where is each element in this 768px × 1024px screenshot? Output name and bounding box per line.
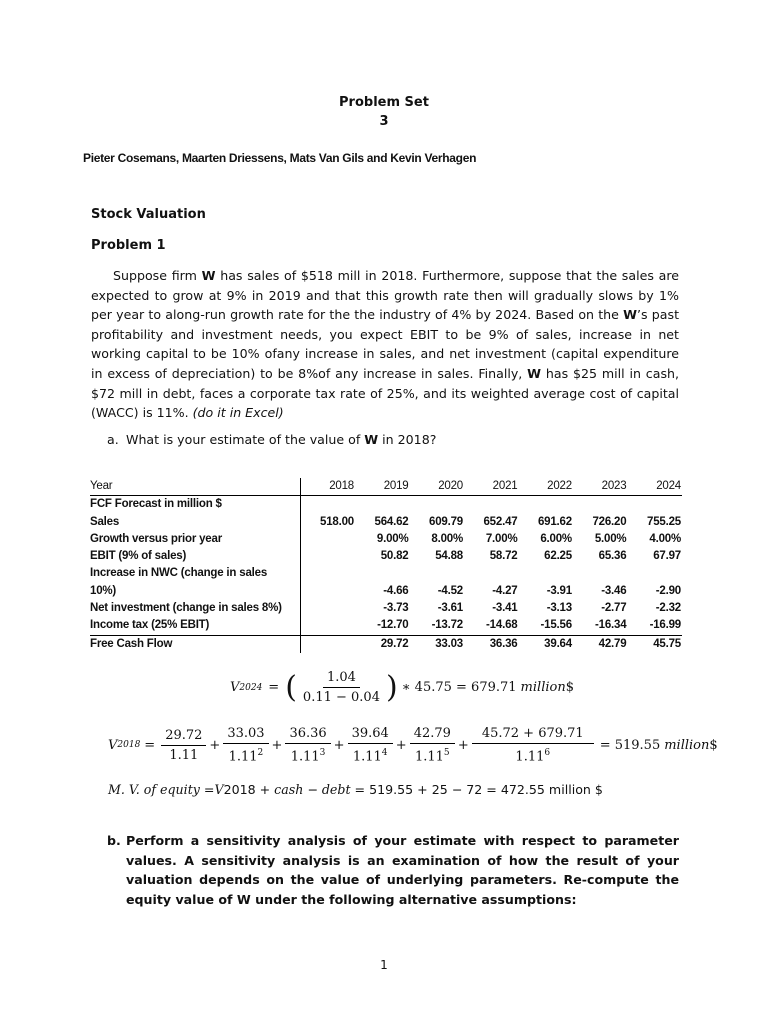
row-label: Net investment (change in sales 8%) [90,600,300,617]
table-cell: 45.75 [627,635,682,653]
table-cell: -3.73 [383,602,409,615]
year-header: 2020 [410,478,464,496]
problem-paragraph: Suppose firm W has sales of $518 mill in 2018. Furthermore, suppose that the sales are expected to grow at 9% in 2019 and that this growth rate then will gradually slows by 1% per year to along-run growth rate for the the industry of 4% by 2024. Based on the W’s past profitability and investment needs, you expect EBIT to be 9% of sales, increase in net working capital to be 10% ofany increase in sales, and net investment (capital expenditure in excess of depreciation) to be 8%of any increase in sales. Finally, W has $25 mill in cash, $72 mill in debt, faces a corporate tax rate of 25%, and its weighted average cost of capital (WACC) is 11%. (do it in Excel) [91,268,680,421]
firm-name: W [364,432,379,447]
table-cell [300,496,355,514]
problem-set-title: Problem Set [339,95,429,110]
table-cell: -3.13 [546,602,572,615]
table-cell: 65.36 [598,550,627,563]
discount-term: $\frac{33.03}{1.11^2}$ [223,726,268,764]
problem-heading: Problem 1 [91,238,166,253]
table-cell: -2.32 [655,602,681,615]
table-cell: 67.97 [653,550,681,563]
table-cell: 36.36 [464,635,518,653]
table-cell: -2.77 [601,602,627,615]
table-cell: -4.27 [492,584,518,597]
table-cell: 62.25 [544,550,572,563]
table-cell: 8.00% [431,532,463,545]
table-cell: -13.72 [431,619,463,632]
table-cell [410,565,464,582]
table-cell: 518.00 [320,515,355,528]
table-cell: 58.72 [489,550,518,563]
table-cell [355,565,409,582]
discount-term: $\frac{45.72 + 679.71}{1.11^6}$ [472,726,594,764]
row-label: FCF Forecast in million $ [90,496,300,514]
table-cell [518,496,572,514]
table-cell: -3.41 [492,602,518,615]
table-cell [573,496,627,514]
table-cell: -16.99 [649,619,681,632]
header-label: Year [90,478,300,496]
row-label: Sales [90,514,300,531]
table-cell [464,496,518,514]
year-header: 2024 [627,478,682,496]
discount-term: $\frac{39.64}{1.11^4}$ [348,726,393,764]
table-cell: 42.79 [573,635,627,653]
terminal-value-equation: V 2024 = ( $\frac{1.04}{0.11 - 0.04}$ ) ∗ 45.75 = 679.71 million $ [230,669,574,705]
firm-name: W [623,307,638,323]
table-cell [300,583,355,600]
table-cell: -14.68 [486,619,518,632]
table-cell: 54.88 [435,550,463,563]
discount-term: $\frac{36.36}{1.11^3}$ [285,726,330,764]
page-number: 1 [380,958,388,972]
table-cell: 6.00% [540,532,572,545]
table-row [90,531,682,548]
row-label: Income tax (25% EBIT) [90,617,300,635]
present-value-equation: V 2018 = $\frac{29.72}{1.11}$ + $\frac{33.03}{1.11^2}$ + $\frac{36.36}{1.11^3}$ + $\frac{39.64}{1.11^4}$ + $\frac{42.79}{1.11^5}$ + $\frac{45.72 + 679.71}{1.11^6}$ = 519.55 million $ [108,726,718,765]
question-a-label: a. [107,432,119,447]
authors-line: Pieter Cosemans, Maarten Driessens, Mats Van Gils and Kevin Verhagen [83,151,477,165]
table-cell [300,635,355,653]
table-cell [627,496,682,514]
table-row [90,548,682,565]
table-cell: 50.82 [380,550,409,563]
discount-term: $\frac{29.72}{1.11}$ [161,728,206,763]
discount-term: $\frac{42.79}{1.11^5}$ [410,726,455,764]
table-row [90,600,682,617]
table-cell: -4.66 [383,584,409,597]
table-cell [300,548,355,565]
table-row [90,514,682,531]
row-label: EBIT (9% of sales) [90,548,300,565]
table-cell [518,565,572,582]
excel-note: (do it in Excel) [192,405,284,421]
table-cell [627,565,682,582]
section-heading: Stock Valuation [91,207,206,222]
table-cell: 9.00% [376,532,409,545]
table-cell: -16.34 [595,619,627,632]
table-cell [410,496,464,514]
table-row [90,583,682,600]
table-row [90,617,682,635]
year-header: 2018 [300,478,355,496]
market-value-equity: M. V. of equity =V2018 + cash − debt = 519.55 + 25 − 72 = 472.55 million $ [108,782,603,797]
table-cell: -4.52 [437,584,463,597]
year-header: 2023 [573,478,627,496]
table-cell [300,531,355,548]
row-label: Growth versus prior year [90,531,300,548]
table-cell [464,565,518,582]
table-cell: -15.56 [540,619,572,632]
table-cell [355,496,409,514]
free-cash-flow-row [90,635,682,653]
table-cell: -2.90 [655,584,681,597]
firm-name: W [527,365,542,381]
table-cell: 4.00% [649,532,681,545]
table-cell: 33.03 [410,635,464,653]
problem-set-number: 3 [379,114,389,129]
fcf-table [90,478,682,653]
table-cell: -3.91 [546,584,572,597]
growth-fraction: $\frac{1.04}{0.11 - 0.04}$ [302,670,380,705]
year-header: 2022 [518,478,572,496]
firm-name: W [236,891,251,907]
table-header-row [90,478,682,496]
table-cell: -3.61 [437,602,463,615]
year-header: 2019 [355,478,409,496]
firm-name: W [201,268,216,283]
table-cell: 691.62 [537,515,572,528]
table-cell: 755.25 [647,515,681,528]
table-row [90,496,682,514]
table-row [90,565,682,582]
row-label: Increase in NWC (change in sales [90,565,300,582]
table-cell: 7.00% [485,532,518,545]
table-cell [573,565,627,582]
table-cell: 564.62 [374,515,409,528]
row-label: 10%) [90,583,300,600]
table-cell: -3.46 [601,584,627,597]
table-cell [300,600,355,617]
question-b-label: b. [107,833,121,848]
table-cell: 5.00% [594,532,627,545]
table-cell: 652.47 [483,515,518,528]
table-cell: 29.72 [355,635,409,653]
year-header: 2021 [464,478,518,496]
table-cell: 609.79 [429,515,463,528]
question-b: b. Perform a sensitivity analysis of your estimate with respect to parameter values. A sensitivity analysis is an examination of how the result of your valuation depends on the value of underlying parameters. Re-compute the equity value of W under the following alternative assumptions: [107,833,679,907]
table-cell [300,565,355,582]
table-cell [300,617,355,635]
question-a: a. What is your estimate of the value of W in 2018? [107,432,437,447]
table-cell: -12.70 [377,619,409,632]
row-label: Free Cash Flow [90,635,300,653]
table-cell: 726.20 [592,515,627,528]
table-cell: 39.64 [518,635,572,653]
